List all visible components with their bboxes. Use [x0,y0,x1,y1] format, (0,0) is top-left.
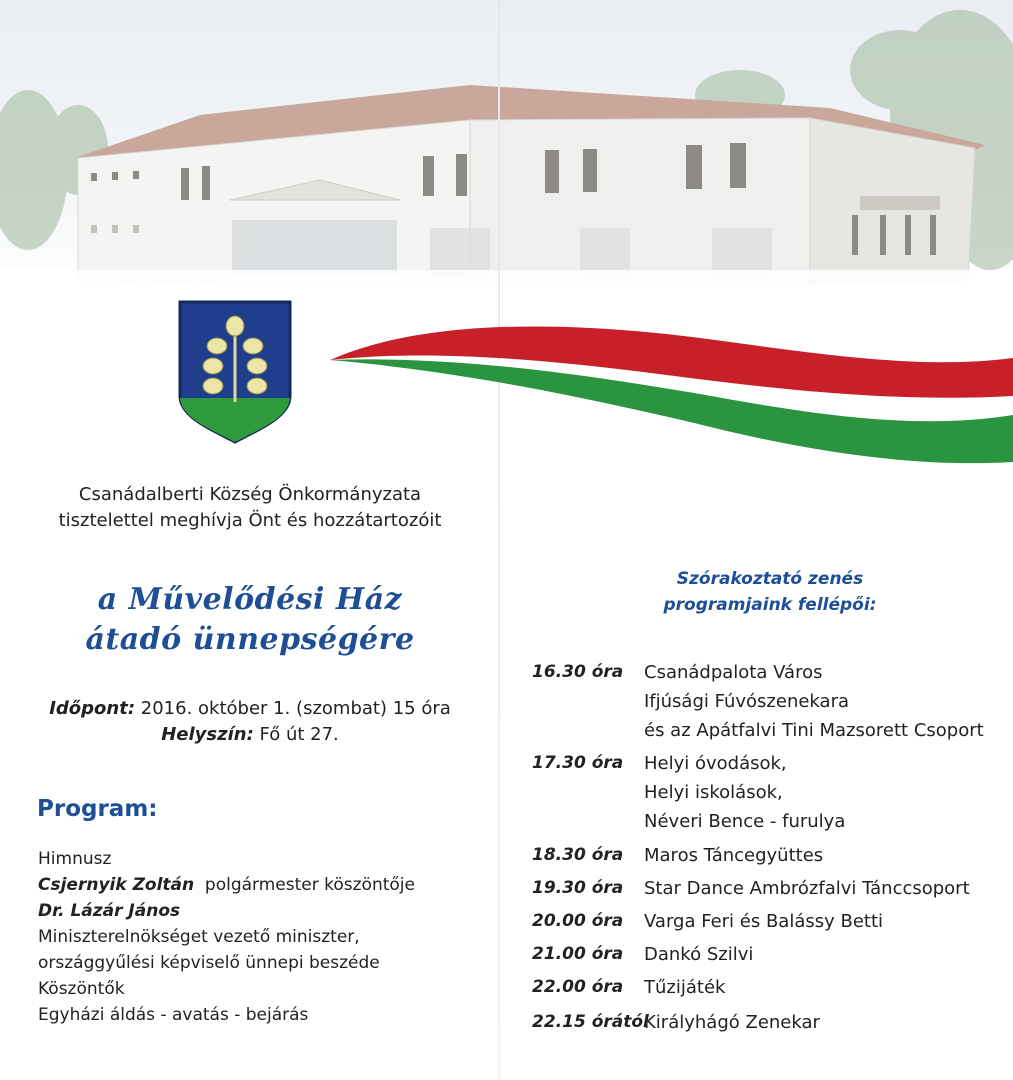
schedule-time: 19.30 óra [532,878,624,898]
schedule-act: Királyhágó Zenekar [644,1012,820,1033]
place-value: Fő út 27. [259,724,339,745]
schedule-act: Dankó Szilvi [644,944,754,965]
schedule-time: 21.00 óra [532,944,624,964]
schedule-act: Star Dance Ambrózfalvi Tánccsoport [644,878,970,899]
program-item: országgyűlési képviselő ünnepi beszéde [38,953,380,973]
event-time-line [0,696,500,722]
program-item: Köszöntők [38,979,125,999]
event-title-line-2: átadó ünnepségére [85,622,415,657]
performers-heading-line-1: Szórakoztató zenés [676,569,864,589]
schedule-act: Helyi óvodások, [644,753,787,774]
page-fold-line [498,0,500,1080]
speaker-name: Dr. Lázár János [38,901,181,921]
schedule-act: Ifjúsági Fúvószenekara [644,691,850,712]
speaker-name: Csjernyik Zoltán [38,875,195,895]
place-label: Helyszín: [161,724,254,745]
schedule-time: 20.00 óra [532,911,624,931]
program-item: Miniszterelnökséget vezető miniszter, [38,927,360,947]
time-label: Időpont: [49,698,136,719]
tricolor-ribbon-image [0,300,1013,470]
schedule-time: 22.15 órától [532,1012,649,1032]
event-place-line [0,722,500,748]
speaker-role: polgármester köszöntője [204,875,415,895]
schedule-time: 16.30 óra [532,662,624,682]
time-value: 2016. október 1. (szombat) 15 óra [140,698,451,719]
schedule-act: Maros Táncegyüttes [644,845,824,866]
program-item [38,872,415,898]
coat-of-arms-emblem [172,296,298,446]
schedule-act: Csanádpalota Város [644,662,823,683]
program-item: Egyházi áldás - avatás - bejárás [38,1005,309,1025]
performers-heading-line-2: programjaink fellépői: [663,595,877,615]
schedule-time: 22.00 óra [532,977,624,997]
schedule-act: Tűzijáték [644,977,726,998]
schedule-act: Néveri Bence - furulya [644,811,846,832]
program-heading: Program: [37,796,158,822]
program-item: Himnusz [38,849,112,869]
schedule-act: Varga Feri és Balássy Betti [644,911,884,932]
schedule-time: 17.30 óra [532,753,624,773]
invitation-host-line: Csanádalberti Község Önkormányzata [78,484,422,505]
schedule-act: Helyi iskolások, [644,782,783,803]
schedule-time: 18.30 óra [532,845,624,865]
program-item [38,898,180,924]
event-title-line-1: a Művelődési Ház [97,582,403,617]
community-center-building-image [0,0,1013,300]
schedule-act: és az Apátfalvi Tini Mazsorett Csoport [644,720,984,741]
invitation-text-line: tisztelettel meghívja Önt és hozzátartozóit [58,510,442,531]
